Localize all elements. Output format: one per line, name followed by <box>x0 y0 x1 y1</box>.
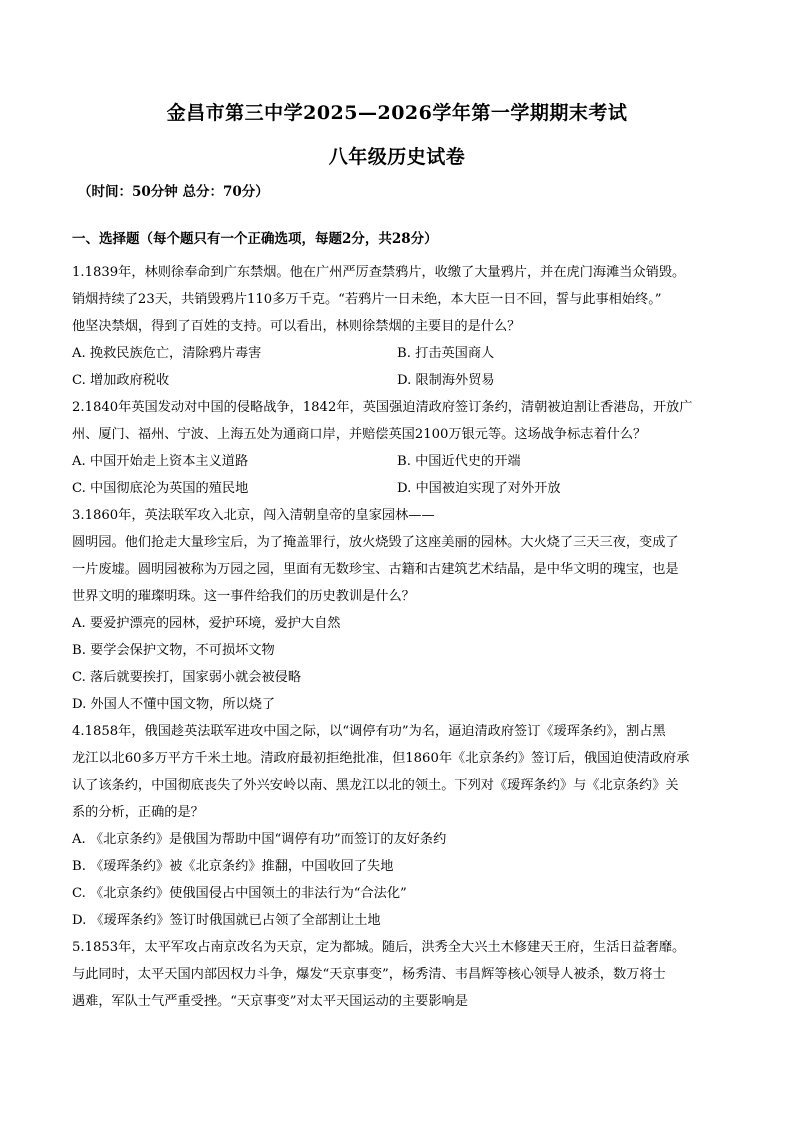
option-c: C. 落后就要挨打，国家弱小就会被侵略 <box>72 670 302 685</box>
option-c: C. 中国彻底沦为英国的殖民地 <box>72 481 249 496</box>
question-2 <box>72 394 727 502</box>
question-stem-line: 龙江以北60多万平方千米土地。清政府最初拒绝批准，但1860年《北京条约》签订后，俄国迫使清政府承 <box>72 751 690 766</box>
option-d: D. 中国被迫实现了对外开放 <box>397 481 561 496</box>
exam-meta: （时间：50分钟 总分：70分） <box>78 184 269 200</box>
option-row <box>72 340 727 367</box>
option-a: A. 《北京条约》是俄国为帮助中国“调停有功”而签订的友好条约 <box>72 832 447 847</box>
question-stem-line: 系的分析，正确的是？ <box>72 805 204 820</box>
option-row <box>72 475 727 502</box>
option-d: D. 限制海外贸易 <box>397 373 495 388</box>
question-stem-line: 与此同时，太平天国内部因权力斗争，爆发“天京事变”，杨秀清、韦昌辉等核心领导人被杀，数万将士 <box>72 967 666 982</box>
option-row <box>72 448 727 475</box>
exam-title: 金昌市第三中学2025—2026学年第一学期期末考试 <box>166 102 628 124</box>
option-d: D. 《瑷珲条约》签订时俄国就已占领了全部割让土地 <box>72 913 381 928</box>
exam-subtitle: 八年级历史试卷 <box>328 146 466 168</box>
option-d: D. 外国人不懂中国文物，所以烧了 <box>72 697 276 712</box>
question-stem-line: 圆明园。他们抢走大量珍宝后，为了掩盖罪行，放火烧毁了这座美丽的园林。大火烧了三天三夜，变成了 <box>72 535 679 550</box>
section-heading: 一、选择题（每个题只有一个正确选项，每题2分，共28分） <box>72 231 438 247</box>
question-stem-line: 销烟持续了23天，共销毁鸦片110多万千克。“若鸦片一日未绝，本大臣一日不回，誓与此事相始终。” <box>72 292 662 307</box>
question-stem-line: 遇难，军队士气严重受挫。“天京事变”对太平天国运动的主要影响是 <box>72 994 468 1009</box>
question-stem-line: 他坚决禁烟，得到了百姓的支持。可以看出，林则徐禁烟的主要目的是什么？ <box>72 319 521 334</box>
option-b: B. 《瑷珲条约》被《北京条约》推翻，中国收回了失地 <box>72 859 394 874</box>
option-c: C. 《北京条约》使俄国侵占中国领土的非法行为“合法化” <box>72 886 407 901</box>
option-b: B. 打击英国商人 <box>397 346 495 361</box>
option-b: B. 中国近代史的开端 <box>397 454 521 469</box>
question-5 <box>72 934 727 1015</box>
option-row <box>72 367 727 394</box>
question-stem-line: 世界文明的璀璨明珠。这一事件给我们的历史教训是什么？ <box>72 589 415 604</box>
question-stem-line: 5.1853年，太平军攻占南京改名为天京，定为都城。随后，洪秀全大兴土木修建天王府，生活日益奢靡。 <box>72 940 686 955</box>
question-stem-line: 3.1860年，英法联军攻入北京，闯入清朝皇帝的皇家园林—— <box>72 508 435 523</box>
option-b: B. 要学会保护文物，不可损坏文物 <box>72 643 275 658</box>
questions-body <box>72 259 727 1015</box>
question-stem-line: 认了该条约，中国彻底丧失了外兴安岭以南、黑龙江以北的领土。下列对《瑷珲条约》与《北京条约》关 <box>72 778 679 793</box>
question-stem-line: 4.1858年，俄国趁英法联军进攻中国之际，以“调停有功”为名，逼迫清政府签订《瑷珲条约》，割占黑 <box>72 724 666 739</box>
question-stem-line: 一片废墟。圆明园被称为万园之园，里面有无数珍宝、古籍和古建筑艺术结晶，是中华文明的瑰宝，也是 <box>72 562 679 577</box>
option-c: C. 增加政府税收 <box>72 373 170 388</box>
question-1 <box>72 259 727 394</box>
question-stem-line: 州、厦门、福州、宁波、上海五处为通商口岸，并赔偿英国2100万银元等。这场战争标志着什么？ <box>72 427 647 442</box>
question-stem-line: 1.1839年，林则徐奉命到广东禁烟。他在广州严厉查禁鸦片，收缴了大量鸦片，并在虎门海滩当众销毁。 <box>72 265 686 280</box>
question-4 <box>72 718 727 934</box>
question-3 <box>72 502 727 718</box>
option-a: A. 中国开始走上资本主义道路 <box>72 454 249 469</box>
option-a: A. 挽救民族危亡，清除鸦片毒害 <box>72 346 262 361</box>
question-stem-line: 2.1840年英国发动对中国的侵略战争，1842年，英国强迫清政府签订条约，清朝被迫割让香港岛，开放广 <box>72 400 693 415</box>
option-a: A. 要爱护漂亮的园林，爱护环境，爱护大自然 <box>72 616 341 631</box>
